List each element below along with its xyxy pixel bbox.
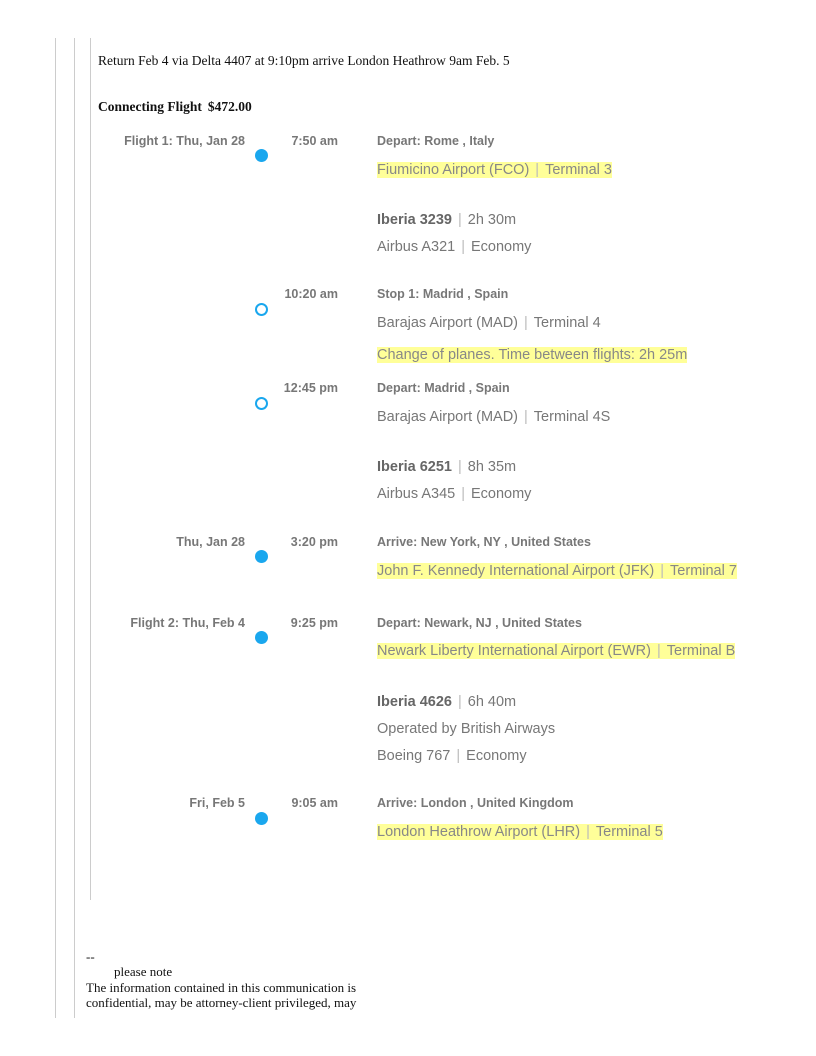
layover-note: Change of planes. Time between flights: 2h 25m (377, 347, 688, 363)
timeline-dot-filled (255, 812, 268, 825)
flight1-stop-location: Barajas Airport (MAD) | Terminal 4 (377, 315, 601, 331)
flight1-date: Flight 1: Thu, Jan 28 (124, 134, 245, 148)
terminal: Terminal B (666, 643, 736, 659)
timeline-dot-filled (255, 631, 268, 644)
return-flight-note: Return Feb 4 via Delta 4407 at 9:10pm arrive London Heathrow 9am Feb. 5 (98, 53, 510, 68)
flight-number: Iberia 3239 (377, 212, 452, 228)
flight1-seg2-aircraft: Airbus A345 | Economy (377, 486, 532, 502)
airport-name: Newark Liberty International Airport (EWR) (377, 643, 651, 659)
quote-line-outer (55, 38, 56, 1018)
cabin-class: Economy (470, 239, 532, 255)
flight1-change-note (377, 347, 687, 363)
confidentiality-line-2: confidential, may be attorney-client privileged, may (86, 995, 357, 1010)
flight2-date: Flight 2: Thu, Feb 4 (130, 616, 245, 630)
airport-name: John F. Kennedy International Airport (JFK) (377, 563, 655, 579)
flight-duration: 8h 35m (467, 459, 517, 475)
flight2-arrive-time: 9:05 am (291, 796, 338, 810)
cabin-class: Economy (470, 486, 532, 502)
flight1-seg1-info: Iberia 3239 | 2h 30m (377, 212, 517, 228)
flight1-arrive-time: 3:20 pm (290, 535, 338, 549)
connecting-flight-price: $472.00 (207, 99, 252, 114)
flight2-depart-location: Newark Liberty International Airport (EWR) | Terminal B (377, 643, 736, 659)
flight1-redepart-label: Depart: Madrid , Spain (377, 381, 510, 395)
flight1-arrive-label: Arrive: New York, NY , United States (377, 535, 591, 549)
flight-number: Iberia 6251 (377, 459, 452, 475)
timeline-dot-filled (255, 149, 268, 162)
flight-duration: 2h 30m (467, 212, 517, 228)
timeline-dot-hollow (255, 303, 268, 316)
terminal: Terminal 7 (670, 563, 737, 579)
flight2-depart-label: Depart: Newark, NJ , United States (377, 616, 582, 630)
flight1-depart-time: 7:50 am (291, 134, 338, 148)
quote-line-inner (90, 38, 91, 900)
flight1-arrive-date: Thu, Jan 28 (176, 535, 245, 549)
timeline-dot-filled (255, 550, 268, 563)
flight2-arrive-date: Fri, Feb 5 (189, 796, 245, 810)
airport-name: Barajas Airport (MAD) (377, 315, 519, 331)
aircraft: Airbus A345 (377, 486, 456, 502)
terminal: Terminal 4S (533, 409, 611, 425)
flight2-arrive-location: London Heathrow Airport (LHR) | Terminal 5 (377, 824, 663, 840)
flight2-operated-by: Operated by British Airways (377, 721, 556, 737)
confidentiality-line-1: The information contained in this communication is (86, 980, 357, 995)
timeline-dot-hollow (255, 397, 268, 410)
flight1-redepart-location: Barajas Airport (MAD) | Terminal 4S (377, 409, 611, 425)
flight1-seg2-info: Iberia 6251 | 8h 35m (377, 459, 517, 475)
airport-name: Barajas Airport (MAD) (377, 409, 519, 425)
flight1-stop-label: Stop 1: Madrid , Spain (377, 287, 509, 301)
flight1-depart-location: Fiumicino Airport (FCO) | Terminal 3 (377, 162, 612, 178)
please-note: please note (114, 964, 173, 979)
flight1-seg1-aircraft: Airbus A321 | Economy (377, 239, 532, 255)
flight1-depart-label: Depart: Rome , Italy (377, 134, 495, 148)
terminal: Terminal 3 (545, 162, 612, 178)
signature-dashes: -- (86, 949, 95, 964)
flight2-arrive-label: Arrive: London , United Kingdom (377, 796, 574, 810)
flight1-arrive-location: John F. Kennedy International Airport (JFK) | Terminal 7 (377, 563, 737, 579)
quote-line-middle (74, 38, 75, 1018)
flight2-seg-info: Iberia 4626 | 6h 40m (377, 694, 517, 710)
airport-name: Fiumicino Airport (FCO) (377, 162, 530, 178)
flight1-stop-time: 10:20 am (284, 287, 338, 301)
terminal: Terminal 4 (533, 315, 601, 331)
airport-name: London Heathrow Airport (LHR) (377, 824, 581, 840)
flight2-depart-time: 9:25 pm (290, 616, 338, 630)
cabin-class: Economy (466, 748, 527, 764)
flight-number: Iberia 4626 (377, 694, 452, 710)
aircraft: Airbus A321 (377, 239, 456, 255)
flight2-seg-aircraft: Boeing 767 | Economy (377, 748, 527, 764)
aircraft: Boeing 767 (377, 748, 451, 764)
flight1-redepart-time: 12:45 pm (283, 381, 338, 395)
flight-duration: 6h 40m (467, 694, 517, 710)
terminal: Terminal 5 (595, 824, 663, 840)
connecting-flight-heading (98, 99, 252, 115)
connecting-flight-title: Connecting Flight (98, 99, 202, 114)
